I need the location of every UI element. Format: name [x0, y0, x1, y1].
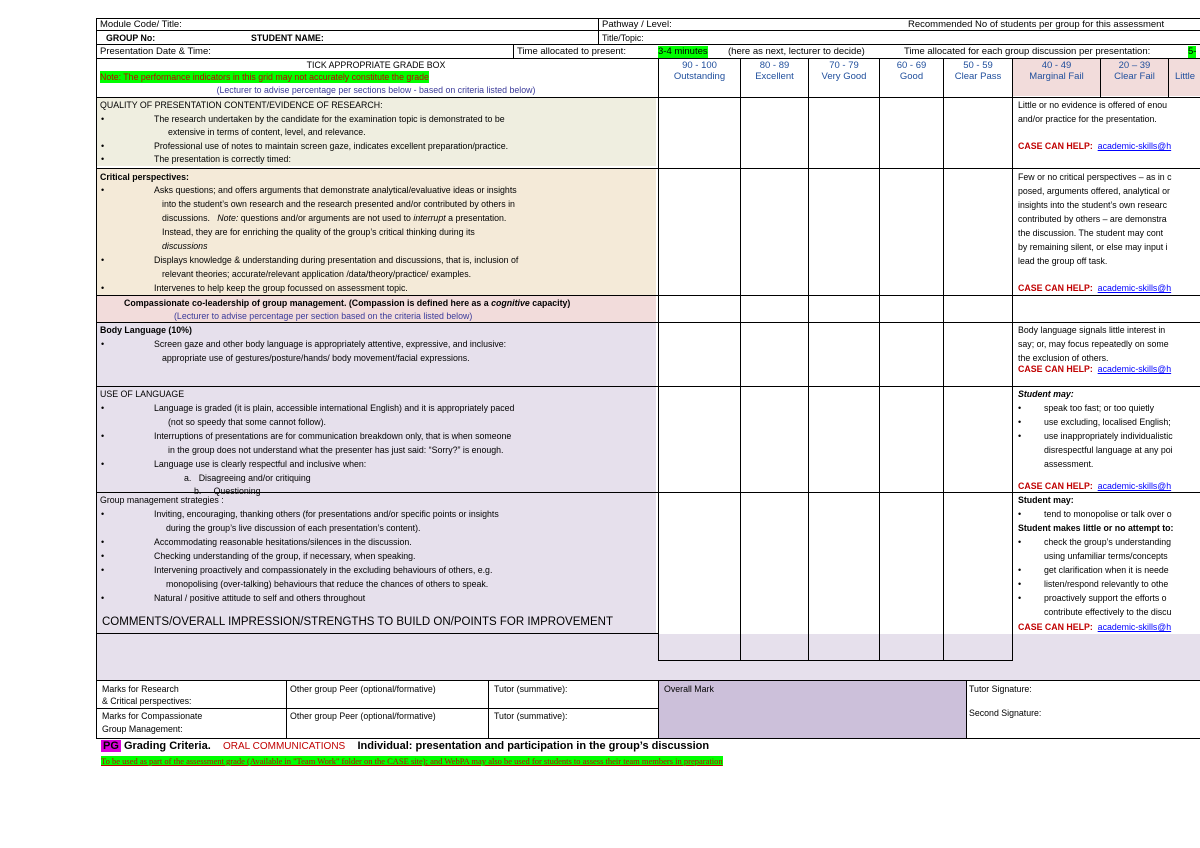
- bullet-icon: •: [101, 431, 105, 441]
- case-link[interactable]: academic-skills@h: [1097, 141, 1172, 151]
- bullet-icon: •: [1018, 431, 1022, 441]
- critical-line-6: Displays knowledge & understanding during presentation and discussions, that is, inclusion of: [154, 255, 519, 265]
- bullet-icon: •: [101, 154, 105, 164]
- assessment-sheet: [96, 18, 1200, 778]
- quality-line-2: extensive in terms of content, level, and relevance.: [168, 127, 366, 137]
- body-fail-3: the exclusion of others.: [1018, 353, 1109, 363]
- language-fail-3: use inappropriately individualistic: [1044, 431, 1173, 441]
- critical-line-2: into the student’s own research and the research presented and/or contributed by others in: [162, 199, 515, 209]
- case-help-label: CASE CAN HELP: academic-skills@h: [1018, 283, 1172, 293]
- tick-grade-label: TICK APPROPRIATE GRADE BOX: [306, 60, 446, 70]
- case-link[interactable]: academic-skills@h: [1097, 283, 1172, 293]
- group-fail-title: Student may:: [1018, 495, 1074, 505]
- critical-fail-4: contributed by others – are demonstra: [1018, 214, 1167, 224]
- quality-line-4: The presentation is correctly timed:: [154, 154, 291, 164]
- critical-fail-5: the discussion. The student may cont: [1018, 228, 1164, 238]
- lecturer-decide-note: (here as next, lecturer to decide): [728, 46, 865, 57]
- bullet-icon: •: [101, 283, 105, 293]
- bullet-icon: •: [1018, 593, 1022, 603]
- group-mgmt-line-3: Accommodating reasonable hesitations/silences in the discussion.: [154, 537, 412, 547]
- bullet-icon: •: [101, 339, 105, 349]
- language-line-4: in the group does not understand what the presenter has just said: “Sorry?” is enough.: [168, 445, 504, 455]
- marks-compassionate-label: Marks for Compassionate: [102, 711, 203, 721]
- quality-fail-2: and/or practice for the presentation.: [1018, 114, 1157, 124]
- group-mgmt-line-1: Inviting, encouraging, thanking others (for presentations and/or specific points or insights: [154, 509, 499, 519]
- group-mgmt-line-2: during the group’s live discussion of each presentation’s content).: [166, 523, 421, 533]
- body-fail-2: say; or, may focus repeatedly on some: [1018, 339, 1169, 349]
- bullet-icon: •: [1018, 537, 1022, 547]
- group-no-label: GROUP No:: [106, 33, 156, 43]
- second-signature-label: Second Signature:: [969, 708, 1042, 718]
- group-fail-8: contribute effectively to the discu: [1044, 607, 1172, 617]
- bullet-icon: •: [101, 459, 105, 469]
- usage-note: To be used as part of the assessment grade (Available in "Team Work" folder on the CASE site); and WebPA may also be used for students to assess their team members in preparation: [101, 756, 723, 766]
- bullet-icon: •: [101, 185, 105, 195]
- tutor-label-2: Tutor (summative):: [494, 711, 568, 721]
- group-fail-4: using unfamiliar terms/concepts: [1044, 551, 1168, 561]
- group-mgmt-line-4: Checking understanding of the group, if necessary, when speaking.: [154, 551, 416, 561]
- language-sub-a: a. Disagreeing and/or critiquing: [184, 473, 311, 483]
- bullet-icon: •: [1018, 403, 1022, 413]
- quality-title: QUALITY OF PRESENTATION CONTENT/EVIDENCE OF RESEARCH:: [100, 100, 383, 110]
- critical-fail-1: Few or no critical perspectives – as in c: [1018, 172, 1172, 182]
- pathway-label: Pathway / Level:: [602, 19, 672, 30]
- case-link[interactable]: academic-skills@h: [1097, 364, 1172, 374]
- compassion-advise: (Lecturer to advise percentage per section based on the criteria listed below): [174, 311, 473, 321]
- bullet-icon: •: [1018, 417, 1022, 427]
- critical-fail-6: by remaining silent, or else may input i: [1018, 242, 1168, 252]
- tutor-signature-label: Tutor Signature:: [969, 684, 1032, 694]
- language-fail-2: use excluding, localised English;: [1044, 417, 1171, 427]
- advise-percentage-note: (Lecturer to advise percentage per sections below - based on criteria listed below): [216, 85, 536, 95]
- grade-col-clear-fail: 20 – 39 Clear Fail: [1114, 60, 1155, 82]
- bullet-icon: •: [101, 255, 105, 265]
- performance-note: Note: The performance indicators in this grid may not accurately constitute the grade: [100, 72, 429, 82]
- bullet-icon: •: [101, 403, 105, 413]
- language-fail-title: Student may:: [1018, 389, 1074, 399]
- group-fail-7: proactively support the efforts o: [1044, 593, 1167, 603]
- marks-compassionate-label-2: Group Management:: [102, 724, 183, 734]
- language-fail-5: assessment.: [1044, 459, 1094, 469]
- language-line-1: Language is graded (it is plain, accessible international English) and it is appropriately paced: [154, 403, 515, 413]
- quality-line-1: The research undertaken by the candidate for the examination topic is demonstrated to be: [154, 114, 505, 124]
- language-line-5: Language use is clearly respectful and inclusive when:: [154, 459, 367, 469]
- minutes-value: 3-4 minutes: [658, 46, 708, 57]
- bullet-icon: •: [101, 537, 105, 547]
- overall-mark-label: Overall Mark: [664, 684, 714, 694]
- critical-fail-3: insights into the student’s own researc: [1018, 200, 1167, 210]
- time-discussion-label: Time allocated for each group discussion per presentation:: [904, 46, 1151, 57]
- grade-col-clear-pass: 50 - 59 Clear Pass: [954, 60, 1002, 82]
- body-language-line-2: appropriate use of gestures/posture/hands/ body movement/facial expressions.: [162, 353, 470, 363]
- critical-line-8: Intervenes to help keep the group focussed on assessment topic.: [154, 283, 408, 293]
- pg-badge: PG: [103, 740, 119, 752]
- grade-col-good: 60 - 69 Good: [896, 60, 927, 82]
- bullet-icon: •: [1018, 579, 1022, 589]
- peer-label-2: Other group Peer (optional/formative): [290, 711, 436, 721]
- bullet-icon: •: [101, 551, 105, 561]
- compassion-title: Compassionate co-leadership of group management. (Compassion is defined here as a cognitive capacity): [124, 298, 571, 308]
- grading-criteria-footer: PG Grading Criteria. ORAL COMMUNICATIONS Individual: presentation and participation in the group’s discussion: [103, 740, 710, 752]
- title-topic-label: Title/Topic:: [602, 33, 644, 43]
- grade-col-outstanding: 90 - 100 Outstanding: [673, 60, 726, 82]
- bullet-icon: •: [1018, 565, 1022, 575]
- body-fail-1: Body language signals little interest in: [1018, 325, 1166, 335]
- time-present-label: Time allocated to present:: [517, 46, 626, 57]
- case-help-label: CASE CAN HELP: academic-skills@h: [1018, 622, 1172, 632]
- case-help-label: CASE CAN HELP: academic-skills@h: [1018, 481, 1172, 491]
- language-line-3: Interruptions of presentations are for communication breakdown only, that is when someone: [154, 431, 512, 441]
- group-mgmt-line-7: Natural / positive attitude to self and others throughout: [154, 593, 366, 603]
- marks-research-label-2: & Critical perspectives:: [102, 696, 192, 706]
- case-help-label: CASE CAN HELP: academic-skills@h: [1018, 364, 1172, 374]
- group-fail-3: check the group’s understanding: [1044, 537, 1171, 547]
- discussion-value: 5-: [1188, 46, 1197, 57]
- critical-line-5: discussions: [162, 241, 208, 251]
- grade-col-very-good: 70 - 79 Very Good: [821, 60, 867, 82]
- case-help-label: CASE CAN HELP: academic-skills@h: [1018, 141, 1172, 151]
- group-fail-1: tend to monopolise or talk over o: [1044, 509, 1172, 519]
- grade-col-little: Little: [1175, 71, 1196, 82]
- quality-line-3: Professional use of notes to maintain screen gaze, indicates excellent preparation/practice.: [154, 141, 509, 151]
- marks-research-label: Marks for Research: [102, 684, 179, 694]
- bullet-icon: •: [101, 593, 105, 603]
- grade-col-excellent: 80 - 89 Excellent: [755, 60, 794, 82]
- body-language-title: Body Language (10%): [100, 325, 192, 335]
- tutor-label-1: Tutor (summative):: [494, 684, 568, 694]
- language-fail-1: speak too fast; or too quietly: [1044, 403, 1155, 413]
- language-fail-4: disrespectful language at any poi: [1044, 445, 1173, 455]
- presentation-date-label: Presentation Date & Time:: [100, 46, 211, 57]
- critical-line-3: discussions. Note: questions and/or arguments are not used to interrupt a presentation.: [162, 213, 507, 223]
- body-language-line-1: Screen gaze and other body language is appropriately attentive, expressive, and inclusive:: [154, 339, 507, 349]
- language-title: USE OF LANGUAGE: [100, 389, 185, 399]
- comments-heading: COMMENTS/OVERALL IMPRESSION/STRENGTHS TO BUILD ON/POINTS FOR IMPROVEMENT: [102, 616, 613, 628]
- critical-line-4: Instead, they are for enriching the quality of the group’s critical thinking during its: [162, 227, 475, 237]
- critical-fail-2: posed, arguments offered, analytical or: [1018, 186, 1170, 196]
- group-fail-2: Student makes little or no attempt to:: [1018, 523, 1174, 533]
- critical-fail-7: lead the group off task.: [1018, 256, 1108, 266]
- quality-fail-1: Little or no evidence is offered of enou: [1018, 100, 1167, 110]
- case-link[interactable]: academic-skills@h: [1097, 481, 1172, 491]
- group-mgmt-line-6: monopolising (over-talking) behaviours that reduce the chances of others to speak.: [166, 579, 489, 589]
- group-mgmt-line-5: Intervening proactively and compassionately in the excluding behaviours of others, e.g.: [154, 565, 493, 575]
- language-line-2: (not so speedy that some cannot follow).: [168, 417, 326, 427]
- recommended-label: Recommended No of students per group for this assessment: [908, 19, 1165, 30]
- bullet-icon: •: [101, 141, 105, 151]
- group-fail-5: get clarification when it is neede: [1044, 565, 1169, 575]
- peer-label-1: Other group Peer (optional/formative): [290, 684, 436, 694]
- bullet-icon: •: [101, 565, 105, 575]
- critical-line-1: Asks questions; and offers arguments that demonstrate analytical/evaluative ideas or insights: [154, 185, 517, 195]
- module-title-label: Module Code/ Title:: [100, 19, 182, 30]
- critical-line-7: relevant theories; accurate/relevant application /data/theory/practice/ examples.: [162, 269, 472, 279]
- group-fail-6: listen/respond relevantly to othe: [1044, 579, 1169, 589]
- bullet-icon: •: [101, 509, 105, 519]
- student-name-label: STUDENT NAME:: [251, 33, 324, 43]
- case-link[interactable]: academic-skills@h: [1097, 622, 1172, 632]
- language-sub-b: b. Questioning: [194, 486, 261, 496]
- bullet-icon: •: [101, 114, 105, 124]
- critical-title: Critical perspectives:: [100, 172, 189, 182]
- grade-col-marginal-fail: 40 - 49 Marginal Fail: [1029, 60, 1084, 82]
- group-mgmt-title: Group management strategies :: [100, 495, 224, 505]
- bullet-icon: •: [1018, 509, 1022, 519]
